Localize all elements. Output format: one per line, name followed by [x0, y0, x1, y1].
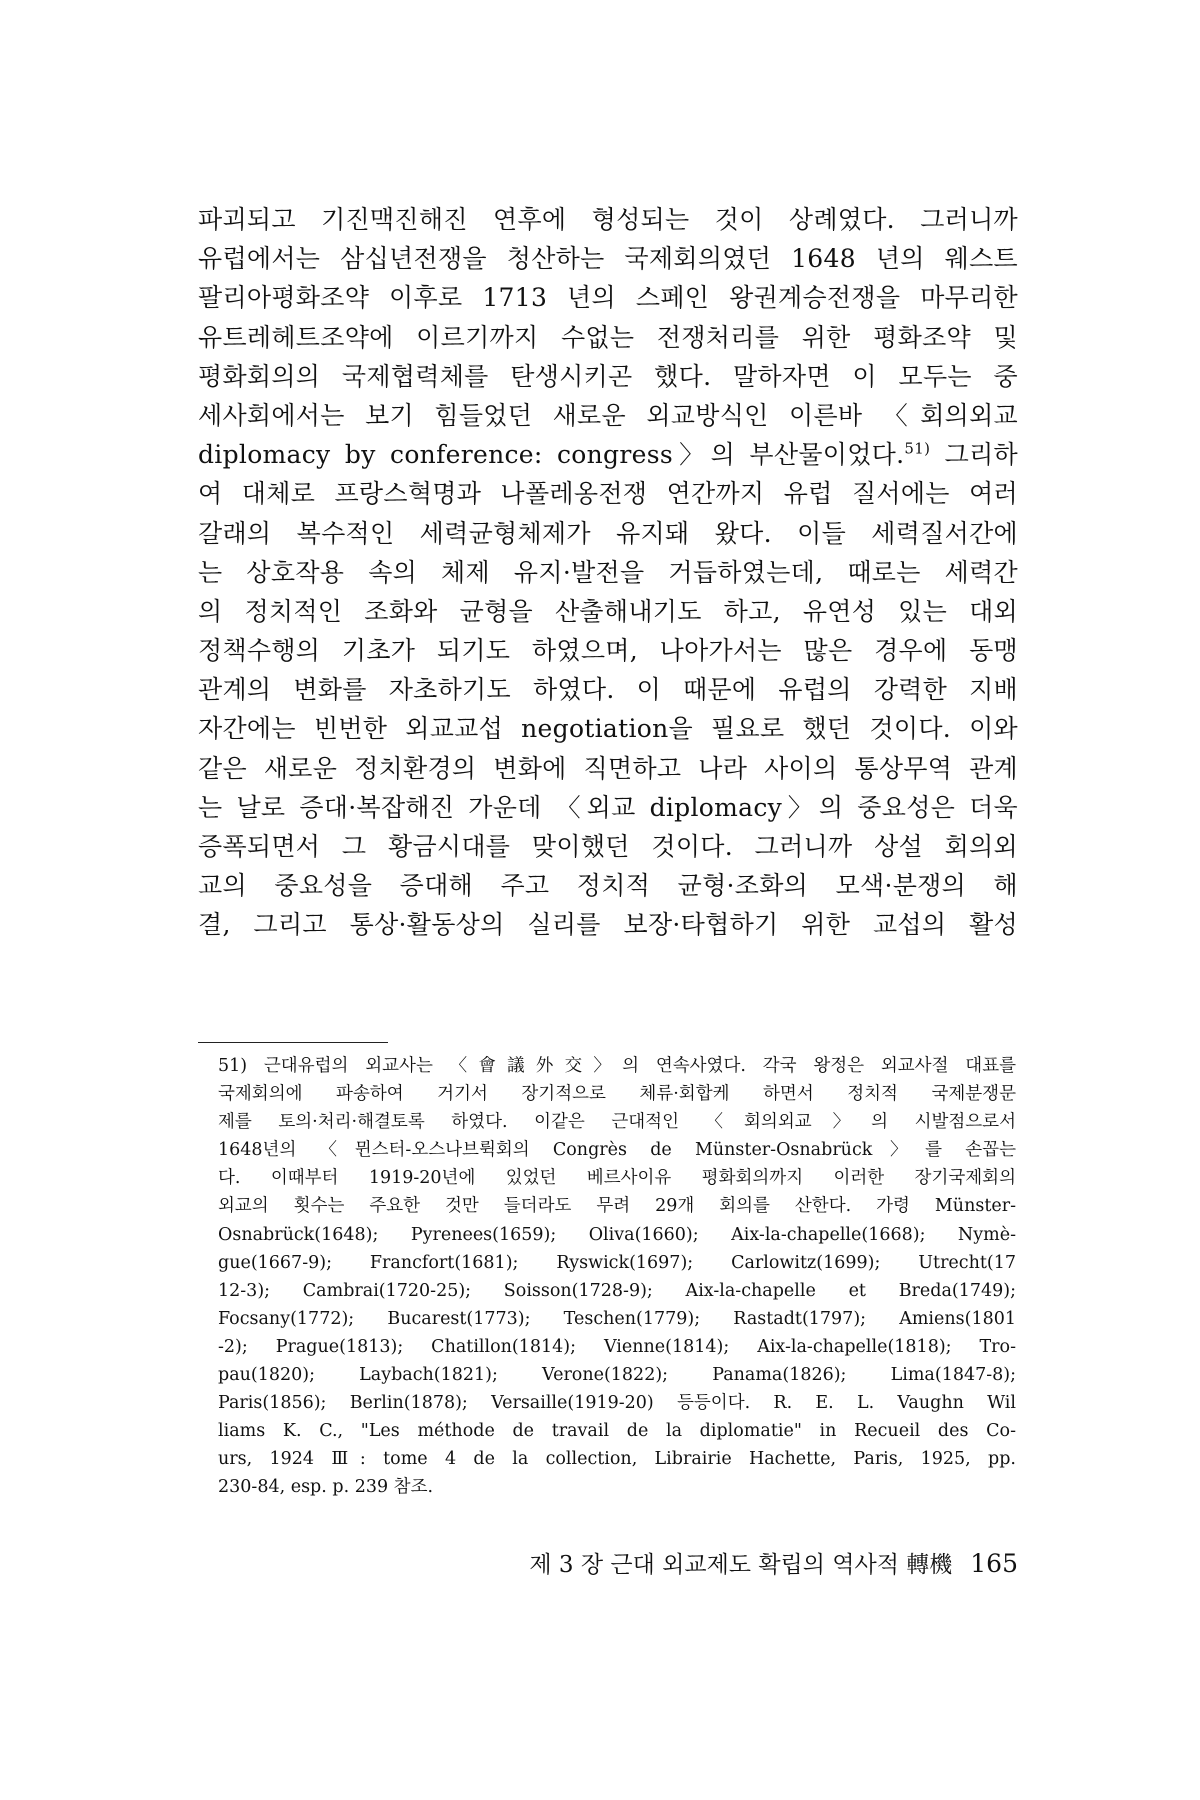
text-line: 는 날로 증대·복잡해진 가운데 〈외교 diplomacy〉의 중요성은 더욱	[198, 792, 1018, 822]
text-fragment: diplomacy by conference: congress〉의 부산물이었다.	[198, 440, 905, 470]
footnote-line: -2); Prague(1813); Chatillon(1814); Vienne(1814); Aix-la-chapelle(1818); Tro-	[218, 1336, 1016, 1357]
footnote-reference: 51)	[904, 439, 931, 458]
footnote-line: 국제회의에 파송하여 거기서 장기적으로 체류·회합케 하면서 정치적 국제분쟁문	[218, 1084, 1016, 1105]
text-line: 세사회에서는 보기 힘들었던 새로운 외교방식인 이른바 〈회의외교	[198, 400, 1018, 430]
footnote-line: Paris(1856); Berlin(1878); Versaille(1919-20) 등등이다. R. E. L. Vaughn Wil	[218, 1393, 1016, 1414]
text-line: 는 상호작용 속의 체제 유지·발전을 거듭하였는데, 때로는 세력간	[198, 557, 1018, 587]
page-number: 165	[970, 1549, 1018, 1578]
footnote-line: 51) 근대유럽의 외교사는 〈會議外交〉의 연속사였다. 각국 왕정은 외교사절 대표를	[218, 1056, 1016, 1076]
text-line: 같은 새로운 정치환경의 변화에 직면하고 나라 사이의 통상무역 관계	[198, 753, 1018, 783]
text-line-with-footnote	[198, 435, 1018, 474]
text-line: 유럽에서는 삼십년전쟁을 청산하는 국제회의였던 1648 년의 웨스트	[198, 244, 1018, 274]
text-line: 갈래의 복수적인 세력균형체제가 유지돼 왔다. 이들 세력질서간에	[198, 518, 1018, 548]
footnote-line: 230-84, esp. p. 239 참조.	[218, 1477, 434, 1498]
text-line: 유트레헤트조약에 이르기까지 수없는 전쟁처리를 위한 평화조약 및	[198, 322, 1018, 352]
text-line: 결, 그리고 통상·활동상의 실리를 보장·타협하기 위한 교섭의 활성	[198, 910, 1018, 940]
footnote-line: 다. 이때부터 1919-20년에 있었던 베르사이유 평화회의까지 이러한 장기국제회의	[218, 1168, 1016, 1189]
text-line: 평화회의의 국제협력체를 탄생시키곤 했다. 말하자면 이 모두는 중	[198, 361, 1018, 391]
footnote-line: urs, 1924 Ⅲ: tome 4 de la collection, Librairie Hachette, Paris, 1925, pp.	[218, 1449, 1016, 1470]
text-line: 팔리아평화조약 이후로 1713 년의 스페인 왕권계승전쟁을 마무리한	[198, 283, 1018, 313]
chapter-title: 제 3 장 근대 외교제도 확립의 역사적 轉機	[529, 1552, 953, 1578]
footnote-line: gue(1667-9); Francfort(1681); Ryswick(1697); Carlowitz(1699); Utrecht(17	[218, 1252, 1016, 1273]
text-line: 관계의 변화를 자초하기도 하였다. 이 때문에 유럽의 강력한 지배	[198, 675, 1018, 705]
footnote-line: 12-3); Cambrai(1720-25); Soisson(1728-9); Aix-la-chapelle et Breda(1749);	[218, 1280, 1016, 1301]
footnote-line: liams K. C., "Les méthode de travail de la diplomatie" in Recueil des Co-	[218, 1421, 1016, 1442]
footnote-line: pau(1820); Laybach(1821); Verone(1822); Panama(1826); Lima(1847-8);	[218, 1365, 1016, 1386]
footnote-line: 제를 토의·처리·해결토록 하였다. 이같은 근대적인 〈회의외교〉의 시발점으로서	[218, 1112, 1016, 1133]
text-line: 의 정치적인 조화와 균형을 산출해내기도 하고, 유연성 있는 대외	[198, 596, 1018, 626]
text-line: 교의 중요성을 증대해 주고 정치적 균형·조화의 모색·분쟁의 해	[198, 871, 1018, 901]
running-footer	[438, 1546, 1018, 1579]
footnote-line: Focsany(1772); Bucarest(1773); Teschen(1779); Rastadt(1797); Amiens(1801	[218, 1308, 1016, 1329]
text-line: 여 대체로 프랑스혁명과 나폴레옹전쟁 연간까지 유럽 질서에는 여러	[198, 479, 1018, 509]
main-text	[198, 200, 1018, 945]
footnote-line: 1648년의 〈뮌스터-오스나브뤽회의 Congrès de Münster-Osnabrück〉를 손꼽는	[218, 1140, 1016, 1161]
text-fragment: 그리하	[944, 440, 1018, 470]
footnote-line: 외교의 횟수는 주요한 것만 들더라도 무려 29개 회의를 산한다. 가령 Münster-	[218, 1196, 1016, 1217]
footnote-divider	[198, 1042, 388, 1043]
footnote-line: Osnabrück(1648); Pyrenees(1659); Oliva(1660); Aix-la-chapelle(1668); Nymè-	[218, 1224, 1016, 1245]
footnote-block	[218, 1052, 1016, 1502]
text-line: 증폭되면서 그 황금시대를 맞이했던 것이다. 그러니까 상설 회의외	[198, 832, 1018, 861]
text-line: 파괴되고 기진맥진해진 연후에 형성되는 것이 상례였다. 그러니까	[198, 205, 1018, 234]
text-line: 자간에는 빈번한 외교교섭 negotiation을 필요로 했던 것이다. 이와	[198, 714, 1018, 744]
text-line: 정책수행의 기초가 되기도 하였으며, 나아가서는 많은 경우에 동맹	[198, 636, 1018, 666]
